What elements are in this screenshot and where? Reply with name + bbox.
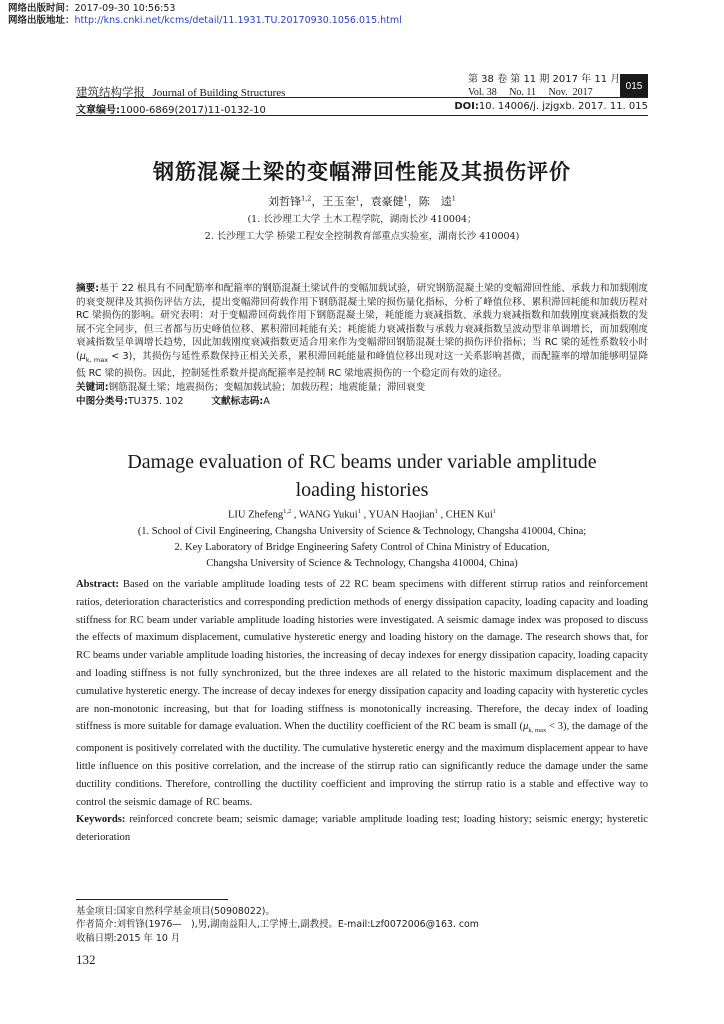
page-number: 132 (76, 952, 96, 967)
abstract-en (76, 576, 648, 847)
abstract-cn-label: 摘要: (76, 283, 100, 294)
abstract-en-mu-sub: k, max (528, 727, 547, 735)
author-en-2-sup: 1 (357, 508, 361, 515)
title-en-line-2: loading histories (295, 479, 429, 501)
abstract-cn-mu-sub: k, max (85, 355, 109, 364)
article-number-value: 1000-6869(2017)11-0132-10 (120, 105, 266, 116)
author-cn-4: ，陈 逵 (407, 195, 452, 208)
title-cn: 钢筋混凝土梁的变幅滞回性能及其损伤评价 (153, 160, 571, 184)
issue-info (468, 73, 620, 99)
author-cn-4-sup: 1 (451, 194, 456, 203)
author-en-4-sup: 1 (492, 508, 497, 515)
affiliation-cn-1: (1. 长沙理工大学 土木工程学院，湖南长沙 410004； (247, 214, 477, 225)
abstract-cn-mu: μ (79, 350, 86, 362)
author-cn-2: ，王玉奎 (311, 195, 356, 208)
classification-cn (76, 395, 648, 409)
abstract-en-text-1: Based on the variable amplitude loading tests of 22 RC beam specimens with different stirrup ratios and reinforcement ratios, deterioration characteristics and corresponding prediction methods of energy dissipation capacity, loading capacity and loading stiffness for RC beam under variable amplitude loading histories were investigated. A seismic damage index was proposed to discuss the effects of maximum displacement, cumulative hysteretic energy and loading history on the damage. The research shows that, for RC beams under variable amplitude loading histories, the increasing of decay indexes for energy dissipation capacity, loading capacity and loading stiffness is not fully synchronized, but the three indexes are all related to the historic maximum displacement and the cumulative hysteretic energy. The increase of decay indexes for energy dissipation capacity and loading capacity with hysteretic cycles are non-monotonic increasing, but that for loading stiffness is monotonically increasing. Therefore, the decay index of loading stiffness is more suitable for damage evaluation. When the ductility coefficient of the RC beam is small ( (76, 579, 648, 733)
cnki-time-line (8, 3, 175, 15)
abstract-cn (76, 282, 648, 408)
abstract-en-text-2: < 3), the damage of the component is positively correlated with the ductility. The cumulative hysteretic energy and the maximum displacement appear to have little influence on this positive correlation, and the increase of the stirrup ratio can significantly reduce the damage under the same ductility conditions. Therefore, controlling the ductility coefficient and improving the stirrup ratio is a stable and effective way to control the seismic damage of RC beams. (76, 721, 648, 808)
keywords-cn-value: 钢筋混凝土梁；地震损伤；变幅加载试验；加载历程；地震能量；滞回衰变 (108, 382, 426, 394)
author-en-4: , CHEN Kui (437, 509, 493, 521)
doi (454, 101, 648, 112)
author-en-2: , WANG Yukui (291, 509, 358, 521)
issue-cn: 第 38 卷 第 11 期 2017 年 11 月 (468, 74, 621, 85)
title-en-line-1: Damage evaluation of RC beams under variable amplitude (127, 451, 597, 473)
journal-name-cn: 建筑结构学报 (76, 85, 145, 99)
article-number (76, 101, 266, 116)
keywords-en (76, 811, 648, 847)
authors-en (0, 508, 724, 521)
affiliation-en-2: 2. Key Laboratory of Bridge Engineering Safety Control of China Ministry of Education, (174, 542, 550, 553)
doc-code-label: 文献标志码: (211, 395, 264, 407)
doc-code-value: A (263, 395, 270, 407)
affiliation-cn-2: 2. 长沙理工大学 桥梁工程安全控制教育部重点实验室，湖南长沙 410004) (204, 231, 520, 242)
affiliation-en-1: (1. School of Civil Engineering, Changsha University of Science & Technology, Changsha 410004, China; (137, 526, 587, 537)
keywords-en-value: reinforced concrete beam; seismic damage; variable amplitude loading test; loading history; seismic energy; hysteretic deterioration (76, 814, 648, 844)
doi-label: DOI: (454, 101, 479, 112)
cnki-url-line (8, 15, 402, 27)
author-en-1: LIU Zhefeng (227, 509, 284, 521)
authors-cn (0, 193, 724, 209)
abstract-en-label: Abstract: (76, 579, 119, 590)
author-en-3-sup: 1 (434, 508, 438, 515)
cnki-time-label: 网络出版时间： (8, 3, 75, 14)
footnote-funding: 基金项目:国家自然科学基金项目(50908022)。 (76, 906, 275, 917)
cnki-url-link[interactable]: http://kns.cnki.net/kcms/detail/11.1931.TU.20170930.1056.015.html (74, 15, 402, 26)
keywords-cn-label: 关键词: (76, 382, 109, 394)
issue-en: Vol. 38 No. 11 Nov. 2017 (468, 87, 593, 98)
journal-name-en: Journal of Building Structures (152, 87, 286, 99)
cnki-time-value: 2017-09-30 10:56:53 (74, 3, 176, 14)
abstract-cn-text-1: 基于 22 根具有不同配筋率和配箍率的钢筋混凝土梁试件的变幅加载试验，研究钢筋混凝土梁的变幅滞回性能、承载力和加载刚度的衰变规律及其损伤评估方法，提出变幅滞回荷载作用下钢筋混凝土梁的损伤量化指标，分析了峰值位移、累积滞回耗能和加载历程对 RC 梁损伤的影响。研究表明：对于变幅滞回荷载作用下钢筋混凝土梁，耗能能力衰减指数、承载力衰减指数和加载刚度衰减指数的发展不完全同步，但三者都与历史峰值位移、累积滞回耗能有关；耗能能力衰减指数与承载力衰减指数呈波动型非单调增长，而加载刚度衰减指数呈单调增长趋势，因此加载刚度衰减指数更适合用来作为变幅滞回钢筋混凝土梁的损伤评价指标；当 RC 梁的延性系数较小时( (76, 283, 649, 362)
title-en (0, 448, 724, 504)
clc-value: TU375. 102 (127, 395, 184, 407)
author-cn-1: 刘哲锋 (268, 195, 302, 208)
header-rule-top (76, 97, 648, 98)
author-cn-2-sup: 1 (355, 194, 360, 203)
author-cn-3-sup: 1 (403, 194, 408, 203)
footnotes (76, 905, 479, 945)
author-cn-1-sup: 1,2 (301, 194, 312, 203)
clc-label: 中图分类号: (76, 395, 128, 407)
author-en-3: , YUAN Haojian (360, 509, 435, 521)
keywords-en-label: Keywords: (76, 814, 126, 826)
affiliation-en-3: Changsha University of Science & Technology, Changsha 410004, China) (206, 558, 518, 569)
cnki-url-label: 网络出版地址： (8, 15, 75, 26)
article-number-label: 文章编号: (76, 105, 120, 116)
article-badge: 015 (620, 74, 648, 98)
abstract-cn-text-2: < 3)，其损伤与延性系数保持正相关关系，累积滞回耗能量和峰值位移出现对这一关系影响甚微，而配箍率的增加能够明显降低 RC 梁的损伤。因此，控制延性系数并提高配箍率是控制 RC 梁地震损伤的一个稳定而有效的途径。 (76, 350, 649, 380)
abstract-en-mu: μ (523, 721, 529, 733)
footnote-author: 作者简介:刘哲锋(1976— ),男,湖南益阳人,工学博士,副教授。E-mail:Lzf0072006@163. com (76, 919, 479, 931)
header-rule-bottom (76, 115, 648, 116)
footnote-received: 收稿日期:2015 年 10 月 (76, 932, 181, 944)
footnote-rule (76, 899, 228, 900)
author-cn-3: ，袁豪健 (359, 195, 404, 208)
author-en-1-sup: 1,2 (283, 508, 292, 515)
keywords-cn (76, 381, 648, 395)
doi-value: 10. 14006/j. jzjgxb. 2017. 11. 015 (478, 101, 648, 112)
